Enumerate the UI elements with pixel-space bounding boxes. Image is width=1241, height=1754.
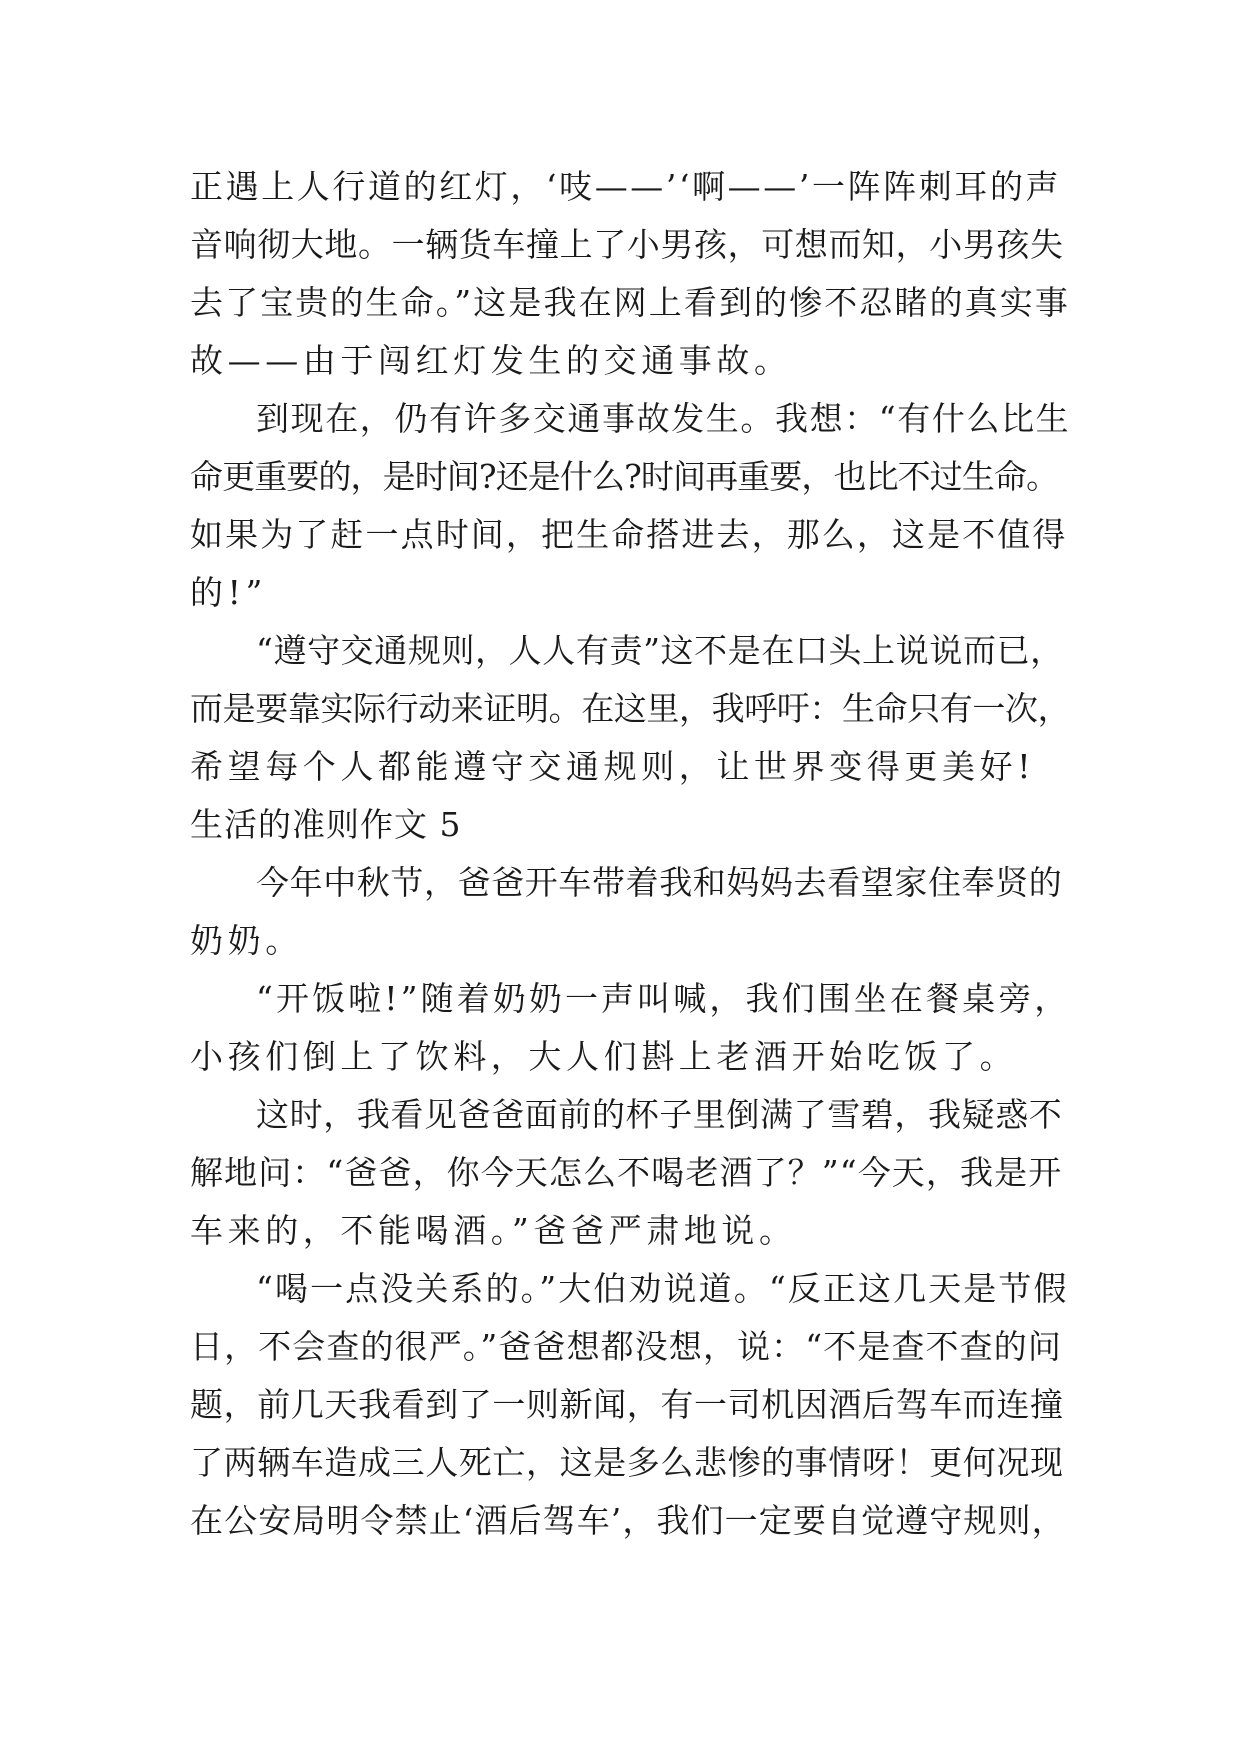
text-line: 希望每个人都能遵守交通规则，让世界变得更美好! (190, 747, 1036, 786)
text-line: 到现在，仍有许多交通事故发生。我想：“有什么比生 (256, 399, 1071, 438)
section-heading: 生活的准则作文 5 (190, 805, 462, 844)
text-line: 车来的，不能喝酒。”爸爸严肃地说。 (190, 1211, 797, 1250)
document-body (190, 158, 1070, 1550)
text-line: 正遇上人行道的红灯，‘吱——’‘啊——’一阵阵刺耳的声 (190, 167, 1062, 206)
text-line: 奶奶。 (190, 921, 303, 960)
text-line: 音响彻大地。一辆货车撞上了小男孩，可想而知，小男孩失 (190, 225, 1064, 264)
text-line: 了两辆车造成三人死亡，这是多么悲惨的事情呀！更何况现 (190, 1443, 1064, 1482)
text-line: 故——由于闯红灯发生的交通事故。 (190, 341, 792, 380)
text-line: 题，前几天我看到了一则新闻，有一司机因酒后驾车而连撞 (190, 1385, 1064, 1424)
text-line: 解地问：“爸爸，你今天怎么不喝老酒了？”“今天，我是开 (190, 1153, 1063, 1192)
text-line: 小孩们倒上了饮料，大人们斟上老酒开始吃饭了。 (190, 1037, 1018, 1076)
text-line: 日，不会查的很严。”爸爸想都没想，说：“不是查不查的问 (190, 1327, 1062, 1366)
text-line: 这时，我看见爸爸面前的杯子里倒满了雪碧，我疑惑不 (256, 1095, 1063, 1134)
text-line: 的!” (190, 573, 267, 612)
text-line: 命更重要的，是时间?还是什么?时间再重要，也比不过生命。 (190, 457, 1059, 496)
text-line: “遵守交通规则，人人有责”这不是在口头上说说而已， (256, 631, 1064, 670)
text-line: 今年中秋节，爸爸开车带着我和妈妈去看望家住奉贤的 (256, 863, 1063, 902)
text-line: 而是要靠实际行动来证明。在这里，我呼吁：生命只有一次， (190, 689, 1071, 728)
text-line: “喝一点没关系的。”大伯劝说道。“反正这几天是节假 (256, 1269, 1069, 1308)
text-line: 去了宝贵的生命。”这是我在网上看到的惨不忍睹的真实事 (190, 283, 1070, 322)
text-line: 如果为了赶一点时间，把生命搭进去，那么，这是不值得 (190, 515, 1068, 554)
text-line: “开饭啦!”随着奶奶一声叫喊，我们围坐在餐桌旁， (256, 979, 1071, 1018)
text-line: 在公安局明令禁止‘酒后驾车’，我们一定要自觉遵守规则， (190, 1501, 1066, 1540)
